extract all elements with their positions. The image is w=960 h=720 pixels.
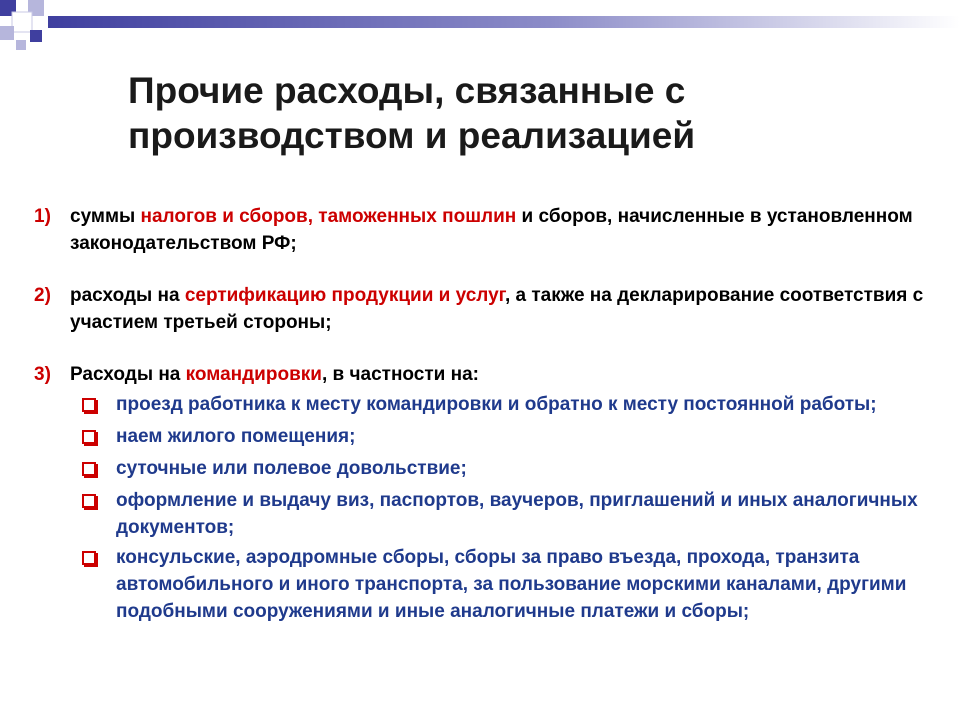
sub-item-text: суточные или полевое довольствие; <box>116 458 467 479</box>
item-text-suffix: , а также на декларирование соответствия с участием третьей стороны; <box>70 285 924 333</box>
item-number: 3) <box>34 364 51 385</box>
item-text-prefix: Расходы на <box>70 364 186 385</box>
item-text-suffix: , в частности на: <box>321 364 479 385</box>
sub-list <box>82 391 934 625</box>
sub-item-text: проезд работника к месту командировки и обратно к месту постоянной работы; <box>116 394 877 415</box>
item-text <box>70 282 934 336</box>
decor-square <box>30 30 42 42</box>
checkbox-square-icon <box>82 544 116 625</box>
item-text-prefix: расходы на <box>70 285 185 306</box>
slide-title: Прочие расходы, связанные с производством и реализацией <box>128 70 696 156</box>
item-text-suffix: и сборов, начисленные в установленном законодательством РФ; <box>70 206 913 254</box>
item-number: 2) <box>34 285 51 306</box>
slide-content <box>34 203 934 625</box>
sub-list-item <box>82 487 934 541</box>
decor-square <box>12 12 32 32</box>
item-text <box>70 203 934 257</box>
checkbox-square-icon <box>82 423 116 452</box>
item-text-highlight: налогов и сборов, таможенных пошлин <box>140 206 517 227</box>
sub-list-item <box>82 544 934 625</box>
item-text-highlight: сертификацию продукции и услуг <box>184 285 505 306</box>
list-item-2 <box>34 282 934 336</box>
item-text <box>70 361 934 388</box>
header-decoration <box>0 0 960 60</box>
sub-list-item <box>82 455 934 484</box>
decor-square <box>0 26 14 40</box>
checkbox-square-icon <box>82 487 116 541</box>
list-item-3 <box>34 361 934 388</box>
sub-item-text: консульские, аэродромные сборы, сборы за право въезда, прохода, транзита автомобильного и иного транспорта, за пользование морскими каналами, другими подобными сооружениями и иные аналогичные платежи и сборы; <box>116 547 907 622</box>
checkbox-square-icon <box>82 455 116 484</box>
sub-item-text: оформление и выдачу виз, паспортов, ваучеров, приглашений и иных аналогичных документов; <box>116 490 918 538</box>
sub-list-item <box>82 391 934 420</box>
list-item-1 <box>34 203 934 257</box>
sub-item-text: наем жилого помещения; <box>116 426 356 447</box>
decor-square <box>16 40 26 50</box>
decor-gradient-bar <box>48 16 960 28</box>
sub-list-item <box>82 423 934 452</box>
item-number: 1) <box>34 206 51 227</box>
checkbox-square-icon <box>82 391 116 420</box>
item-text-highlight: командировки <box>185 364 322 385</box>
item-text-prefix: суммы <box>70 206 141 227</box>
